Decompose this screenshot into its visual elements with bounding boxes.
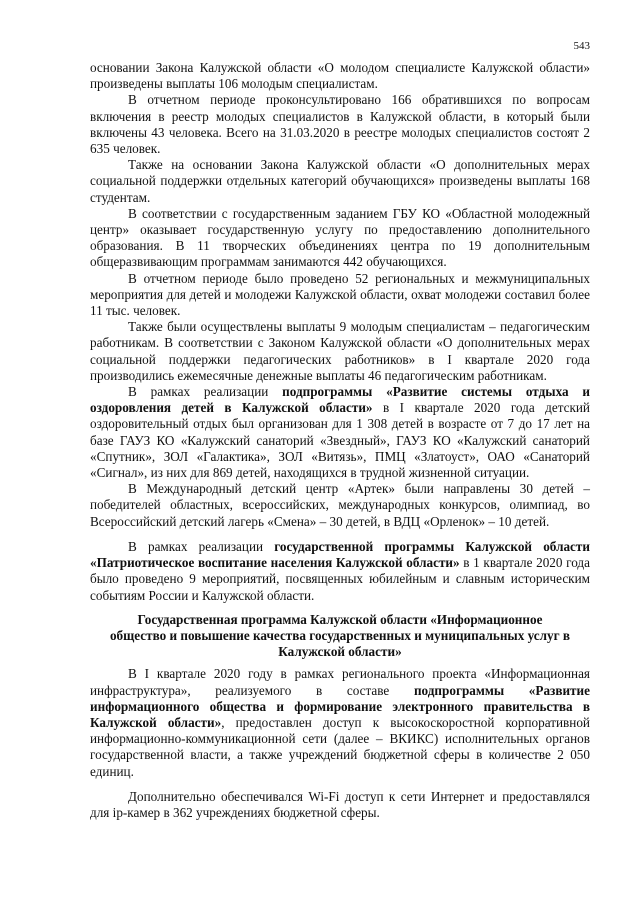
paragraph-artek-camps: В Международный детский центр «Артек» были направлены 30 детей – победителей областных, всероссийских, международных конкурсов, олимпиад, во Всероссийский детский лагерь «Смена» – 30 детей, в ВДЦ «Орленок» – 10 детей. — [90, 481, 590, 529]
paragraph-wifi-access: Дополнительно обеспечивался Wi-Fi доступ к сети Интернет и предоставлялся для ip-камер в 362 учреждениях бюджетной сферы. — [90, 788, 590, 820]
paragraph-student-payments: Также на основании Закона Калужской области «О дополнительных мерах социальной поддержки отдельных категорий обучающихся» произведены выплаты 168 студентам. — [90, 157, 590, 205]
paragraph-broadband-access-bold: подпрограммы «Развитие информационного общества и формирование электронного правительства в Калужской области» — [90, 682, 590, 730]
paragraph-patriotic-education-bold: государственной программы Калужской области «Патриотическое воспитание населения Калужской области» — [90, 538, 590, 571]
page-number: 543 — [573, 40, 590, 52]
paragraph-children-recreation-pre: В рамках реализации — [128, 384, 283, 400]
paragraph-young-specialists-payments: основании Закона Калужской области «О молодом специалисте Калужской области» произведены выплаты 106 молодым специалистам. — [90, 60, 590, 92]
paragraph-broadband-access-post: , предоставлен доступ к высокоскоростной корпоративной информационно-коммуникационной сети (далее – ВКИКС) исполнительных органов государственной власти, а также учреждений бюджетной сферы в количестве 2 050 единиц. — [90, 714, 590, 779]
paragraph-patriotic-education-post: в 1 квартале 2020 года было проведено 9 мероприятий, посвященных юбилейным и славным историческим событиям России и Калужской области. — [90, 555, 590, 603]
paragraph-youth-center-services: В соответствии с государственным заданием ГБУ КО «Областной молодежный центр» оказывает государственную услугу по предоставлению дополнительного образования. В 11 творческих объединениях центра по 19 дополнительным общеразвивающим программам занимаются 442 обучающихся. — [90, 205, 590, 270]
paragraph-broadband-access — [90, 666, 590, 779]
paragraph-registry-consultations: В отчетном периоде проконсультировано 166 обратившихся по вопросам включения в реестр молодых специалистов в Калужской области, в который были включены 43 человека. Всего на 31.03.2020 в реестре молодых специалистов состоят 2 635 человек. — [90, 92, 590, 157]
paragraph-teacher-payments: Также были осуществлены выплаты 9 молодым специалистам – педагогическим работникам. В соответствии с Законом Калужской области «О дополнительных мерах социальной поддержки педагогических работников» в I квартале 2020 года производились ежемесячные денежные выплаты 46 педагогическим работникам. — [90, 319, 590, 383]
paragraph-children-recreation — [90, 384, 590, 481]
section-heading-line-3: Калужской области» — [278, 644, 402, 660]
section-heading-line-2: общество и повышение качества государственных и муниципальных услуг в — [109, 627, 571, 643]
paragraph-children-recreation-bold: подпрограммы «Развитие системы отдыха и оздоровления детей в Калужской области» — [90, 384, 590, 416]
paragraph-broadband-access-pre: В I квартале 2020 году в рамках регионального проекта «Информационная инфраструктура», реализуемого в составе — [90, 666, 590, 698]
paragraph-patriotic-education — [90, 539, 590, 604]
document-body — [90, 60, 590, 821]
paragraph-children-recreation-post: в I квартале 2020 года детский оздоровительный отдых был организован для 1 308 детей в возрасте от 7 до 17 лет на базе ГАУЗ КО «Калужский санаторий «Звездный», ГАУЗ КО «Калужский санаторий «Спутник», ЗОЛ «Галактика», ЗОЛ «Витязь», ПМЦ «Златоуст», ОАО «Санаторий «Сигнал», из них для 869 детей, находящихся в трудной жизненной ситуации. — [90, 400, 590, 481]
section-heading — [90, 612, 590, 661]
section-heading-line-1: Государственная программа Калужской области «Информационное — [137, 611, 543, 627]
paragraph-patriotic-education-pre: В рамках реализации — [128, 538, 275, 554]
paragraph-youth-events: В отчетном периоде было проведено 52 региональных и межмуниципальных мероприятия для детей и молодежи Калужской области, охват молодежи составил более 11 тыс. человек. — [90, 270, 590, 319]
